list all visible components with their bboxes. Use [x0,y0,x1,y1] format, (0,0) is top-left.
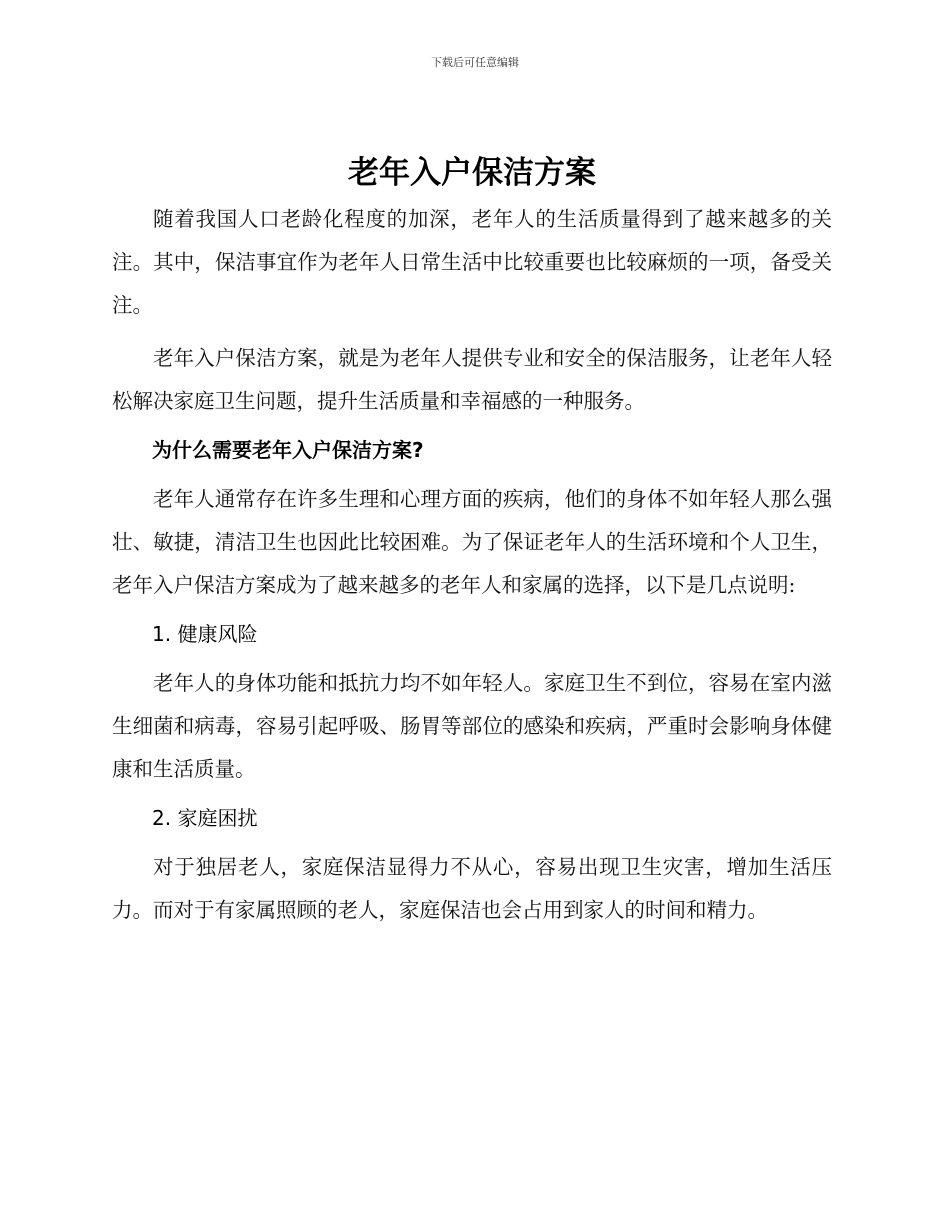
section-heading-point-2: 2. 家庭困扰 [152,806,258,830]
header-note: 下载后可任意编辑 [431,56,519,69]
paragraph-point-2-body: 对于独居老人，家庭保洁显得力不从心，容易出现卫生灾害，增加生活压力。而对于有家属照顾的老人，家庭保洁也会占用到家人的时间和精力。 [112,855,832,922]
paragraph-intro-1: 随着我国人口老龄化程度的加深，老年人的生活质量得到了越来越多的关注。其中，保洁事宜作为老年人日常生活中比较重要也比较麻烦的一项，备受关注。 [112,207,832,317]
document-body [112,148,832,932]
paragraph-intro-2: 老年入户保洁方案，就是为老年人提供专业和安全的保洁服务，让老年人轻松解决家庭卫生问题，提升生活质量和幸福感的一种服务。 [112,346,832,413]
paragraph-why-body: 老年人通常存在许多生理和心理方面的疾病，他们的身体不如年轻人那么强壮、敏捷，清洁卫生也因此比较困难。为了保证老年人的生活环境和个人卫生，老年入户保洁方案成为了越来越多的老年人和家属的选择，以下是几点说明: [112,487,832,597]
document-title: 老年入户保洁方案 [348,155,596,191]
section-heading-point-1: 1. 健康风险 [152,622,258,646]
paragraph-point-1-body: 老年人的身体功能和抵抗力均不如年轻人。家庭卫生不到位，容易在室内滋生细菌和病毒，容易引起呼吸、肠胃等部位的感染和疾病，严重时会影响身体健康和生活质量。 [112,671,832,781]
section-heading-why: 为什么需要老年入户保洁方案? [152,438,424,462]
